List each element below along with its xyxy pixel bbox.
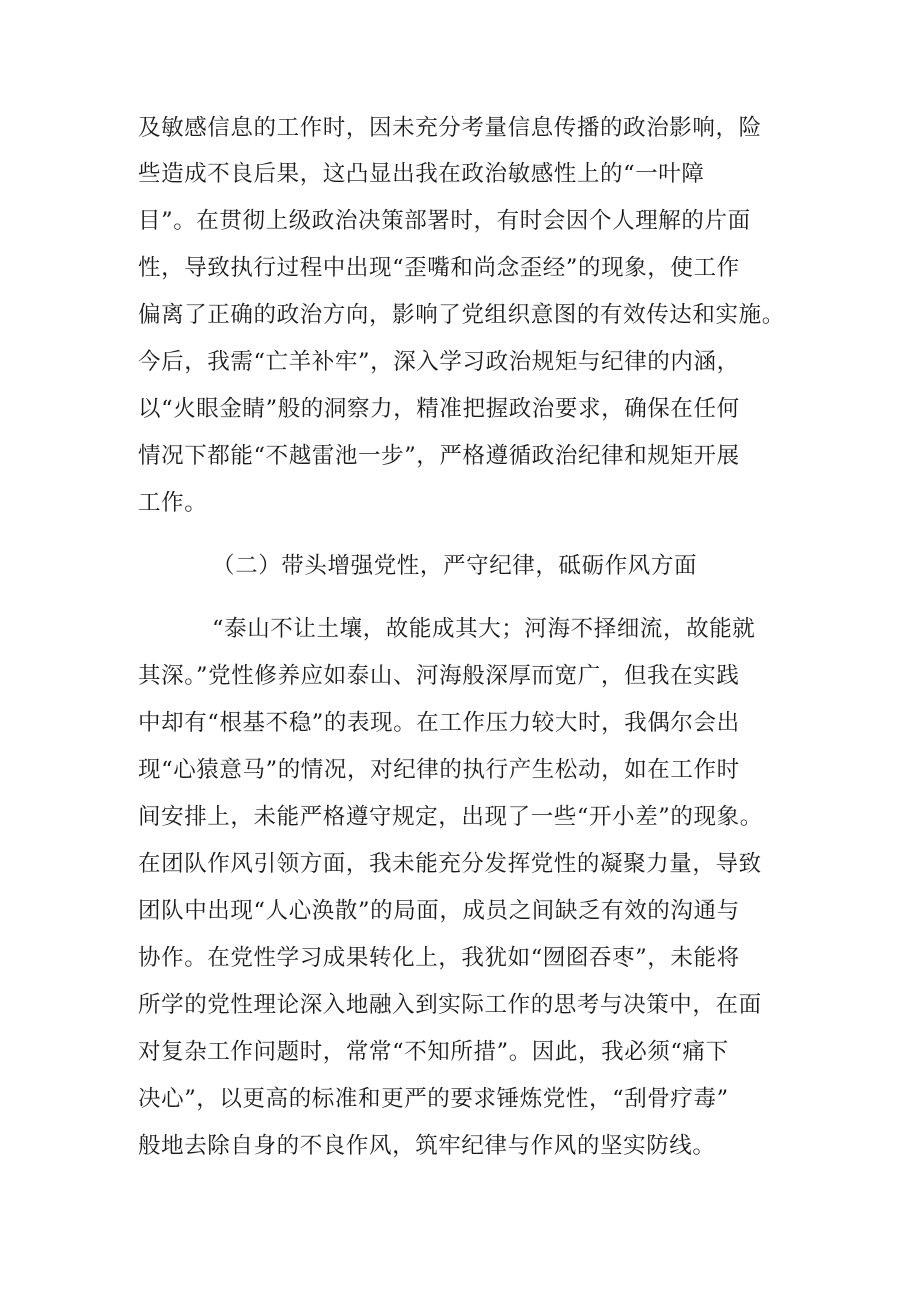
- paragraph-1-line-2: 些造成不良后果，这凸显出我在政治敏感性上的“一叶障: [138, 161, 705, 187]
- paragraph-2-line-9: 所学的党性理论深入地融入到实际工作的思考与决策中，在面: [138, 992, 762, 1018]
- paragraph-2-line-8: 协作。在党性学习成果转化上，我犹如“囫囵吞枣”，未能将: [138, 945, 740, 971]
- paragraph-1-line-3: 目”。在贯彻上级政治决策部署时，有时会因个人理解的片面: [138, 208, 751, 234]
- paragraph-1-line-6: 今后，我需“亡羊补牢”，深入学习政治规矩与纪律的内涵，: [138, 349, 740, 375]
- paragraph-1-line-4: 性，导致执行过程中出现“歪嘴和尚念歪经”的现象，使工作: [138, 255, 740, 281]
- section-heading: （二）带头增强党性，严守纪律，砥砺作风方面: [212, 553, 698, 579]
- paragraph-1-line-1: 及敏感信息的工作时，因未充分考量信息传播的政治影响，险: [138, 115, 762, 141]
- paragraph-2-line-10: 对复杂工作问题时，常常“不知所措”。因此，我必须“痛下: [138, 1039, 729, 1065]
- paragraph-2-line-1: “泰山不让土壤，故能成其大；河海不择细流，故能就: [212, 616, 756, 642]
- paragraph-1-line-8: 情况下都能“不越雷池一步”，严格遵循政治纪律和规矩开展: [138, 443, 740, 469]
- paragraph-1-line-9: 工作。: [138, 490, 208, 516]
- paragraph-1-line-5: 偏离了正确的政治方向，影响了党组织意图的有效传达和实施。: [138, 302, 785, 328]
- paragraph-2-line-3: 中却有“根基不稳”的表现。在工作压力较大时，我偶尔会出: [138, 710, 740, 736]
- paragraph-2-line-4: 现“心猿意马”的情况，对纪律的执行产生松动，如在工作时: [138, 757, 740, 783]
- paragraph-2-line-2: 其深。”党性修养应如泰山、河海般深厚而宽广，但我在实践: [138, 663, 740, 689]
- paragraph-2-line-11: 决心”，以更高的标准和更严的要求锤炼党性，“刮骨疗毒”: [138, 1086, 729, 1112]
- paragraph-2-line-5: 间安排上，未能严格遵守规定，出现了一些“开小差”的现象。: [138, 804, 763, 830]
- paragraph-2-line-6: 在团队作风引领方面，我未能充分发挥党性的凝聚力量，导致: [138, 851, 762, 877]
- paragraph-1-line-7: 以“火眼金睛”般的洞察力，精准把握政治要求，确保在任何: [138, 396, 740, 422]
- paragraph-2-line-12: 般地去除自身的不良作风，筑牢纪律与作风的坚实防线。: [138, 1133, 716, 1159]
- paragraph-2-line-7: 团队中出现“人心涣散”的局面，成员之间缺乏有效的沟通与: [138, 898, 740, 924]
